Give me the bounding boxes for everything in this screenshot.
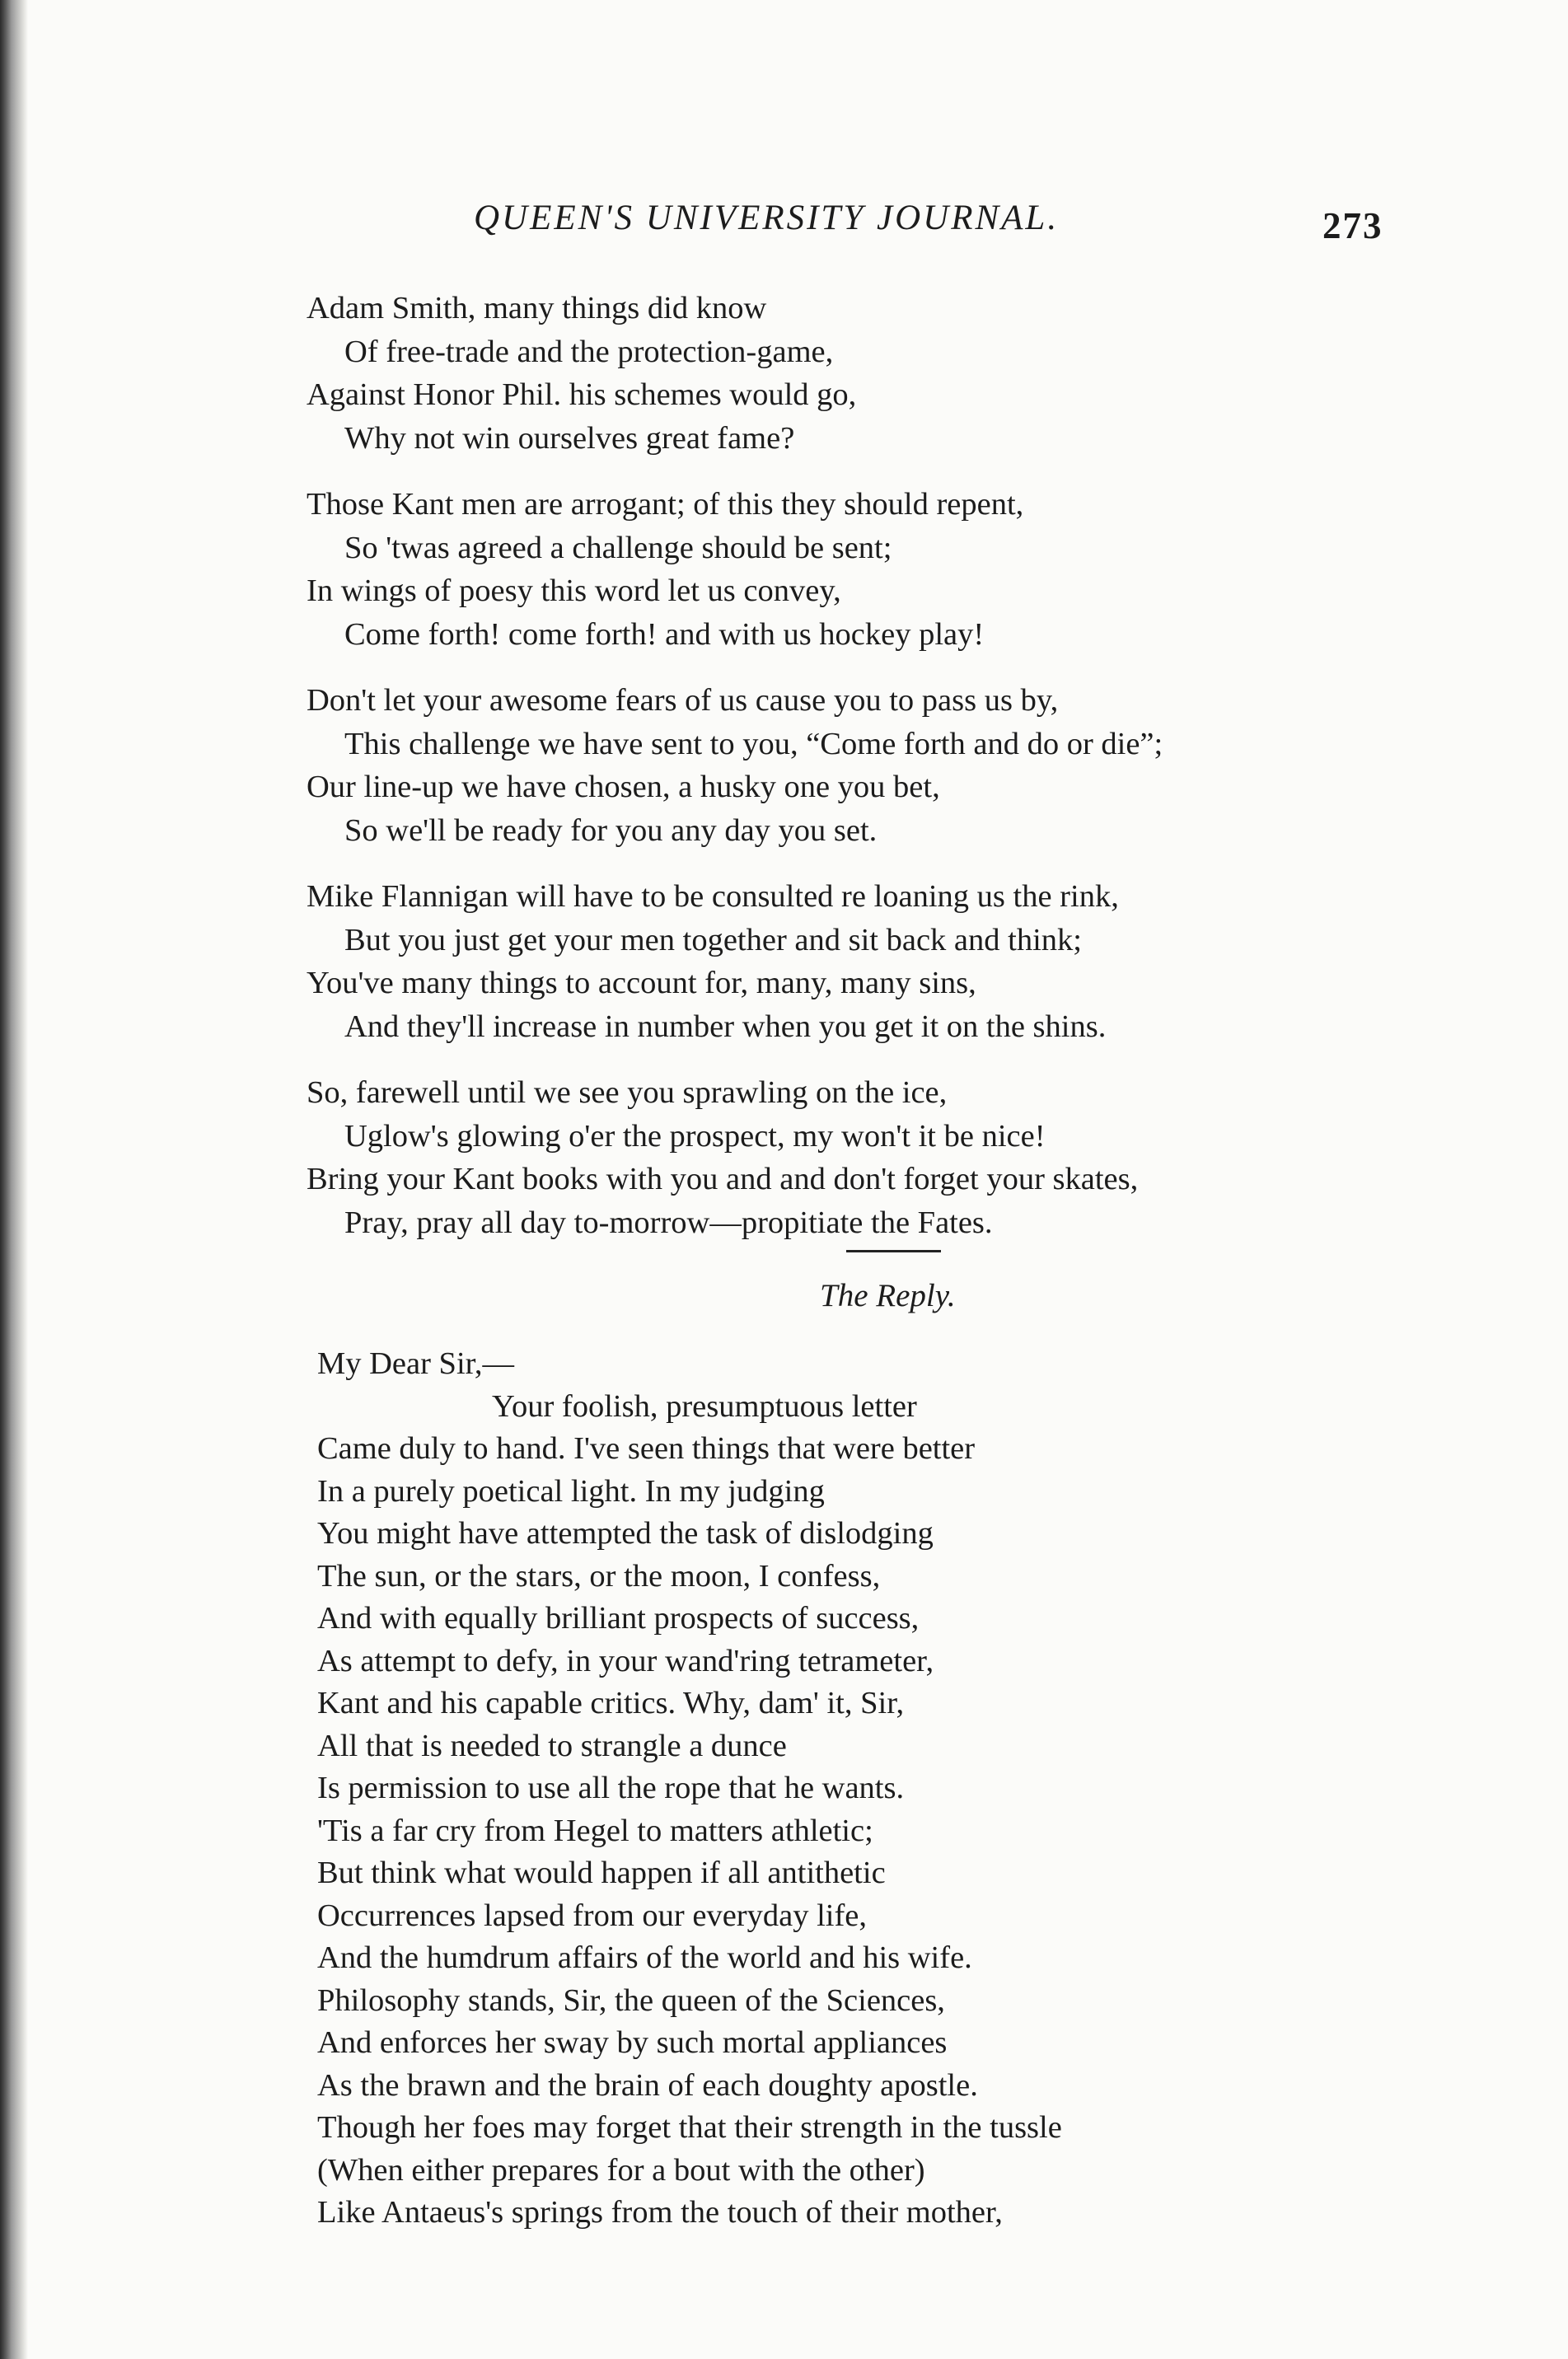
poem-line: But you just get your men together and sit back and think;: [344, 922, 1082, 957]
page-header: [0, 198, 1568, 255]
letter-line: And the humdrum affairs of the world and his wife.: [317, 1940, 972, 1975]
letter-line: All that is needed to strangle a dunce: [317, 1728, 787, 1763]
poem-line: So we'll be ready for you any day you set.: [344, 812, 878, 848]
letter-line: As attempt to defy, in your wand'ring tetrameter,: [317, 1643, 934, 1678]
letter-line: 'Tis a far cry from Hegel to matters athletic;: [317, 1813, 873, 1848]
letter-line: Like Antaeus's springs from the touch of their mother,: [317, 2195, 1003, 2230]
letter-line: As the brawn and the brain of each doughty apostle.: [317, 2067, 978, 2103]
letter-line: The sun, or the stars, or the moon, I confess,: [317, 1558, 881, 1594]
poem-line: Mike Flannigan will have to be consulted re loaning us the rink,: [307, 879, 1119, 914]
poem-line: Bring your Kant books with you and and don't forget your skates,: [307, 1162, 1139, 1196]
letter-line: You might have attempted the task of dislodging: [317, 1516, 934, 1551]
poem-line: This challenge we have sent to you, “Come forth and do or die”;: [344, 726, 1163, 761]
letter-line: Your foolish, presumptuous letter: [492, 1388, 917, 1424]
letter-line: Occurrences lapsed from our everyday life,: [317, 1898, 868, 1933]
poem-line: Come forth! come forth! and with us hockey play!: [344, 616, 985, 652]
poem-line: Those Kant men are arrogant; of this they should repent,: [307, 487, 1024, 522]
letter-line: In a purely poetical light. In my judging: [317, 1473, 825, 1509]
section-title: The Reply.: [820, 1278, 956, 1313]
poem-line: Adam Smith, many things did know: [307, 291, 767, 325]
poem-line: So 'twas agreed a challenge should be sent;: [344, 530, 892, 565]
letter-line: And with equally brilliant prospects of success,: [317, 1601, 920, 1636]
poem-line: Of free-trade and the protection-game,: [344, 334, 834, 369]
letter-line: Came duly to hand. I've seen things that were better: [317, 1431, 976, 1466]
section-divider: [846, 1250, 941, 1252]
letter-line: Though her foes may forget that their strength in the tussle: [317, 2110, 1062, 2145]
poem-line: Uglow's glowing o'er the prospect, my won't it be nice!: [344, 1118, 1046, 1154]
page-number: 273: [1322, 205, 1383, 246]
poem-line: So, farewell until we see you sprawling on the ice,: [307, 1075, 948, 1110]
poem-line: Pray, pray all day to-morrow—propitiate the Fates.: [344, 1205, 993, 1240]
salutation: My Dear Sir,—: [317, 1346, 515, 1381]
poem-line: In wings of poesy this word let us convey,: [307, 573, 841, 608]
stanza-5: [307, 1071, 1477, 1244]
letter-line: But think what would happen if all antithetic: [317, 1856, 886, 1890]
poem-line: Our line-up we have chosen, a husky one you bet,: [307, 770, 940, 804]
poem-line: And they'll increase in number when you get it on the shins.: [344, 1009, 1107, 1044]
letter-line: Philosophy stands, Sir, the queen of the Sciences,: [317, 1982, 945, 2018]
stanza-2: [307, 483, 1477, 656]
stanza-1: [307, 287, 1477, 460]
poem-line: You've many things to account for, many, many sins,: [307, 966, 976, 1000]
poem-line: Against Honor Phil. his schemes would go,: [307, 377, 857, 412]
stanza-4: [307, 875, 1477, 1048]
running-title: QUEEN'S UNIVERSITY JOURNAL.: [474, 199, 1060, 237]
poem-line: Don't let your awesome fears of us cause you to pass us by,: [307, 683, 1059, 718]
page-binding-edge: [0, 0, 28, 2359]
stanza-3: [307, 679, 1477, 852]
letter-line: Is permission to use all the rope that he wants.: [317, 1771, 905, 1805]
reply-letter: [317, 1343, 1471, 2235]
letter-line: (When either prepares for a bout with the other): [317, 2152, 925, 2188]
poem-line: Why not win ourselves great fame?: [344, 420, 795, 456]
letter-line: And enforces her sway by such mortal appliances: [317, 2025, 948, 2060]
challenge-poem: [307, 287, 1477, 1267]
letter-line: Kant and his capable critics. Why, dam' it, Sir,: [317, 1686, 905, 1720]
